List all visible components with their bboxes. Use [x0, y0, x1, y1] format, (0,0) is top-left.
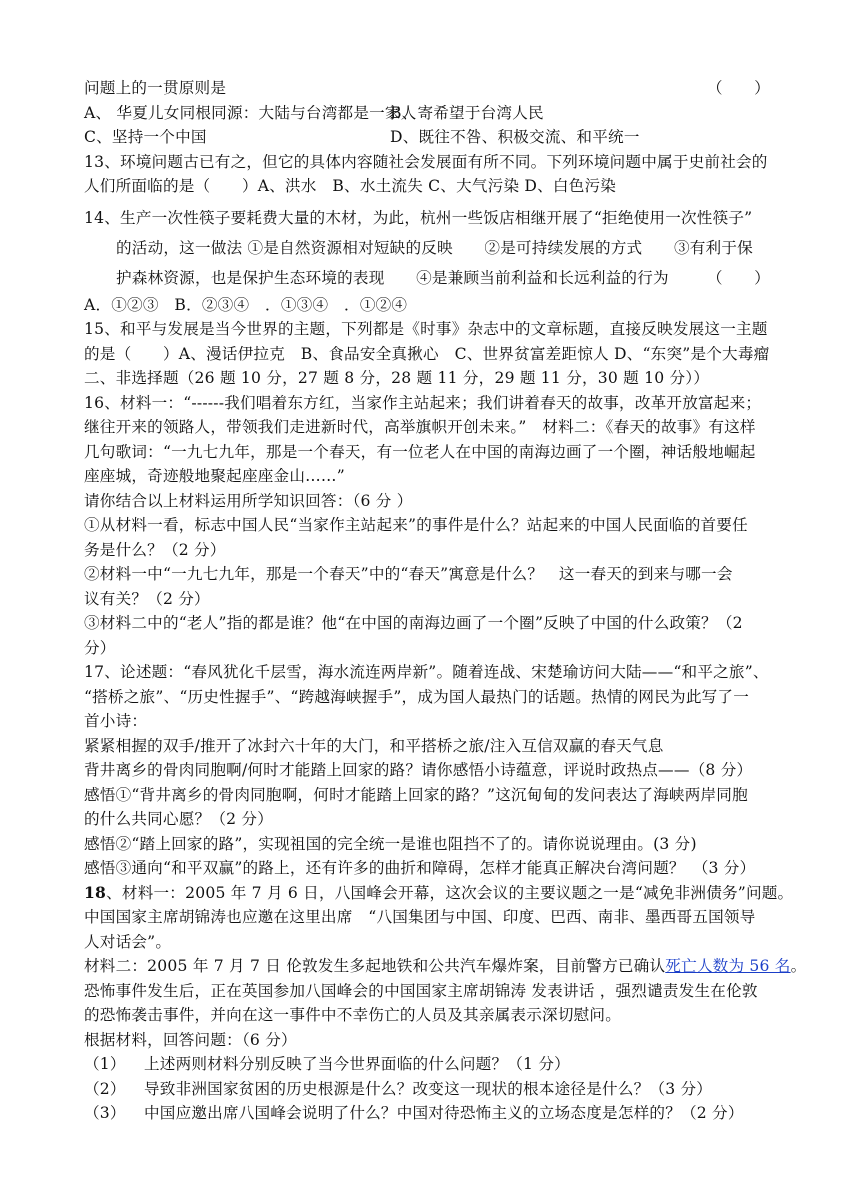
q12-stem-text: 问题上的一贯原则是: [84, 79, 227, 97]
q18-sub-2: [84, 1077, 784, 1102]
q16-sub3-line-2: 分）: [84, 638, 116, 657]
q18-material2-line-2: 恐怖事件发生后，正在英国参加八国峰会的中国国家主席胡锦涛 发表讲话 ，强烈谴责发生在伦敦: [84, 981, 758, 1000]
q15-line-2: 的是（ ）A、漫话伊拉克 B、食品安全真揪心 C、世界贫富差距惊人 D、“东突”是个大毒瘤: [84, 344, 770, 363]
q12-options-cd: [84, 125, 784, 150]
q16-line-4: 座座城，奇迹般地聚起座座金山……”: [84, 467, 345, 485]
q12-option-c: C、坚持一个中国: [84, 128, 207, 146]
q17-insight1-line-1: 感悟①“背井离乡的骨肉同胞啊，何时才能踏上回家的路？”这沉甸甸的发问表达了海峡两岸同胞: [84, 785, 748, 804]
section-2-heading: 二、非选择题（26 题 10 分，27 题 8 分，28 题 11 分，29 题 11 分，30 题 10 分））: [84, 369, 710, 387]
q16-sub2-line-2: 议有关？（2 分）: [84, 589, 210, 608]
q14-options: A．①②③ B．②③④ ．①③④ ．①②④: [84, 295, 408, 314]
q18-material2-end: 。: [790, 957, 807, 975]
q16-sub2-line-1: ②材料一中“一九七九年，那是一个春天”中的“春天”寓意是什么？ 这一春天的到来与哪一会: [84, 565, 733, 583]
q14-line-3: [84, 263, 784, 293]
q17-line-2: “搭桥之旅”、“历史性握手”、“跨越海峡握手”，成为国人最热门的话题。热情的网民为此写了一: [84, 687, 749, 706]
death-toll-link[interactable]: 死亡人数为 56 名: [665, 957, 791, 975]
q18-line-3: 人对话会”。: [84, 932, 172, 951]
q14-line-1: 14、生产一次性筷子要耗费大量的木材，为此，杭州一些饭店相继开展了“拒绝使用一次性筷子”: [84, 208, 753, 227]
q18-sub-3-num: （3）: [84, 1104, 126, 1122]
q17-poem-line-1: 紧紧相握的双手/推开了冰封六十年的大门，和平搭桥之旅/注入互信双赢的春天气息: [84, 736, 664, 755]
q14-line-2: 的活动，这一做法 ①是自然资源相对短缺的反映 ②是可持续发展的方式 ③有利于保: [116, 238, 753, 257]
q17-insight1-line-2: 的什么共同心愿？（2 分）: [84, 810, 274, 828]
q12-option-a: A、 华夏儿女同根同源：大陆与台湾都是一家人: [84, 103, 417, 122]
q18-line-2: 中国国家主席胡锦涛也应邀在这里出席 “八国集团与中国、印度、巴西、南非、墨西哥五国领导: [84, 908, 756, 926]
q18-material2-line-3: 的恐怖袭击事件，并向在这一事件中不幸伤亡的人员及其亲属表示深切慰问。: [84, 1006, 621, 1024]
q16-sub1-line-1: ①从材料一看，标志中国人民“当家作主站起来”的事件是什么？站起来的中国人民面临的首要任: [84, 516, 748, 534]
q18-sub-3: [84, 1101, 784, 1126]
q18-line-1: [84, 881, 794, 906]
q17-insight3: 感悟③通向“和平双赢”的路上，还有许多的曲折和障碍，怎样才能真正解决台湾问题？ （3 分）: [84, 859, 756, 877]
q16-line-3: 几句歌词：“一九七九年，那是一个春天，有一位老人在中国的南海边画了一个圈，神话般地崛起: [84, 442, 756, 461]
q18-line-1-text: 、材料一：2005 年 7 月 6 日，八国峰会开幕，这次会议的主要议题之一是“减免非洲债务”问题。: [106, 883, 794, 902]
q16-prompt: 请你结合以上材料运用所学知识回答：（6 分 ）: [84, 491, 413, 510]
q18-sub-2-num: （2）: [84, 1079, 126, 1098]
q18-sub-2-text: 导致非洲国家贫困的历史根源是什么？改变这一现状的根本途径是什么？（3 分）: [144, 1079, 713, 1098]
q18-material2-line-1: [84, 954, 807, 979]
q14-answer-bracket: （ ）: [706, 268, 770, 287]
q18-number: 18: [84, 882, 107, 902]
q17-insight2: 感悟②“踏上回家的路”，实现祖国的完全统一是谁也阻挡不了的。请你说说理由。(3 分): [84, 834, 697, 853]
q12-stem: [84, 76, 784, 101]
q16-sub3-line-1: ③材料二中的“老人”指的都是谁？他“在中国的南海边画了一个圈”反映了中国的什么政策？（2: [84, 614, 743, 632]
q17-line-3: 首小诗：: [84, 712, 148, 730]
q17-poem-line-2: 背井离乡的骨肉同胞啊/何时才能踏上回家的路？请你感悟小诗蕴意，评说时政热点——（8 分）: [84, 761, 753, 779]
q16-line-2: 继往开来的领路人，带领我们走进新时代，高举旗帜开创未来。” 材料二：《春天的故事》有这样: [84, 418, 756, 436]
q18-sub-1: [84, 1052, 784, 1077]
q18-sub-1-text: 上述两则材料分别反映了当今世界面临的什么问题？（1 分）: [144, 1055, 570, 1073]
q16-sub1-line-2: 务是什么？（2 分）: [84, 540, 226, 559]
q17-line-1: 17、论述题：“春风犹化千层雪，海水流连两岸新”。随着连战、宋楚瑜访问大陆——“和平之旅”、: [84, 663, 769, 681]
q13-line-1: 13、环境问题古已有之，但它的具体内容随社会发展面有所不同。下列环境问题中属于史前社会的: [84, 152, 768, 171]
q12-options-ab: [84, 101, 784, 126]
q12-option-d: D、既往不咎、积极交流、和平统一: [390, 128, 640, 146]
q15-line-1: 15、和平与发展是当今世界的主题，下列都是《时事》杂志中的文章标题，直接反映发展这一主题: [84, 320, 768, 338]
q18-material2-text: 材料二：2005 年 7 月 7 日 伦敦发生多起地铁和公共汽车爆炸案，目前警方已确认: [84, 957, 666, 975]
q13-line-2: 人们所面临的是（ ）A、洪水 B、水土流失 C、大气污染 D、白色污染: [84, 177, 617, 195]
q18-sub-3-text: 中国应邀出席八国峰会说明了什么？中国对待恐怖主义的立场态度是怎样的？（2 分）: [144, 1104, 744, 1122]
q16-line-1: 16、材料一：“------我们唱着东方红，当家作主站起来；我们讲着春天的故事，改革开放富起来；: [84, 393, 762, 412]
q18-prompt: 根据材料，回答问题：（6 分）: [84, 1030, 297, 1049]
q18-sub-1-num: （1）: [84, 1055, 126, 1073]
q12-option-b: B、寄希望于台湾人民: [390, 103, 544, 122]
exam-page: [84, 76, 807, 1126]
q14-line-3-text: 护森林资源，也是保护生态环境的表现 ④是兼顾当前利益和长远利益的行为: [116, 268, 669, 287]
q12-answer-bracket: （ ）: [706, 79, 770, 97]
